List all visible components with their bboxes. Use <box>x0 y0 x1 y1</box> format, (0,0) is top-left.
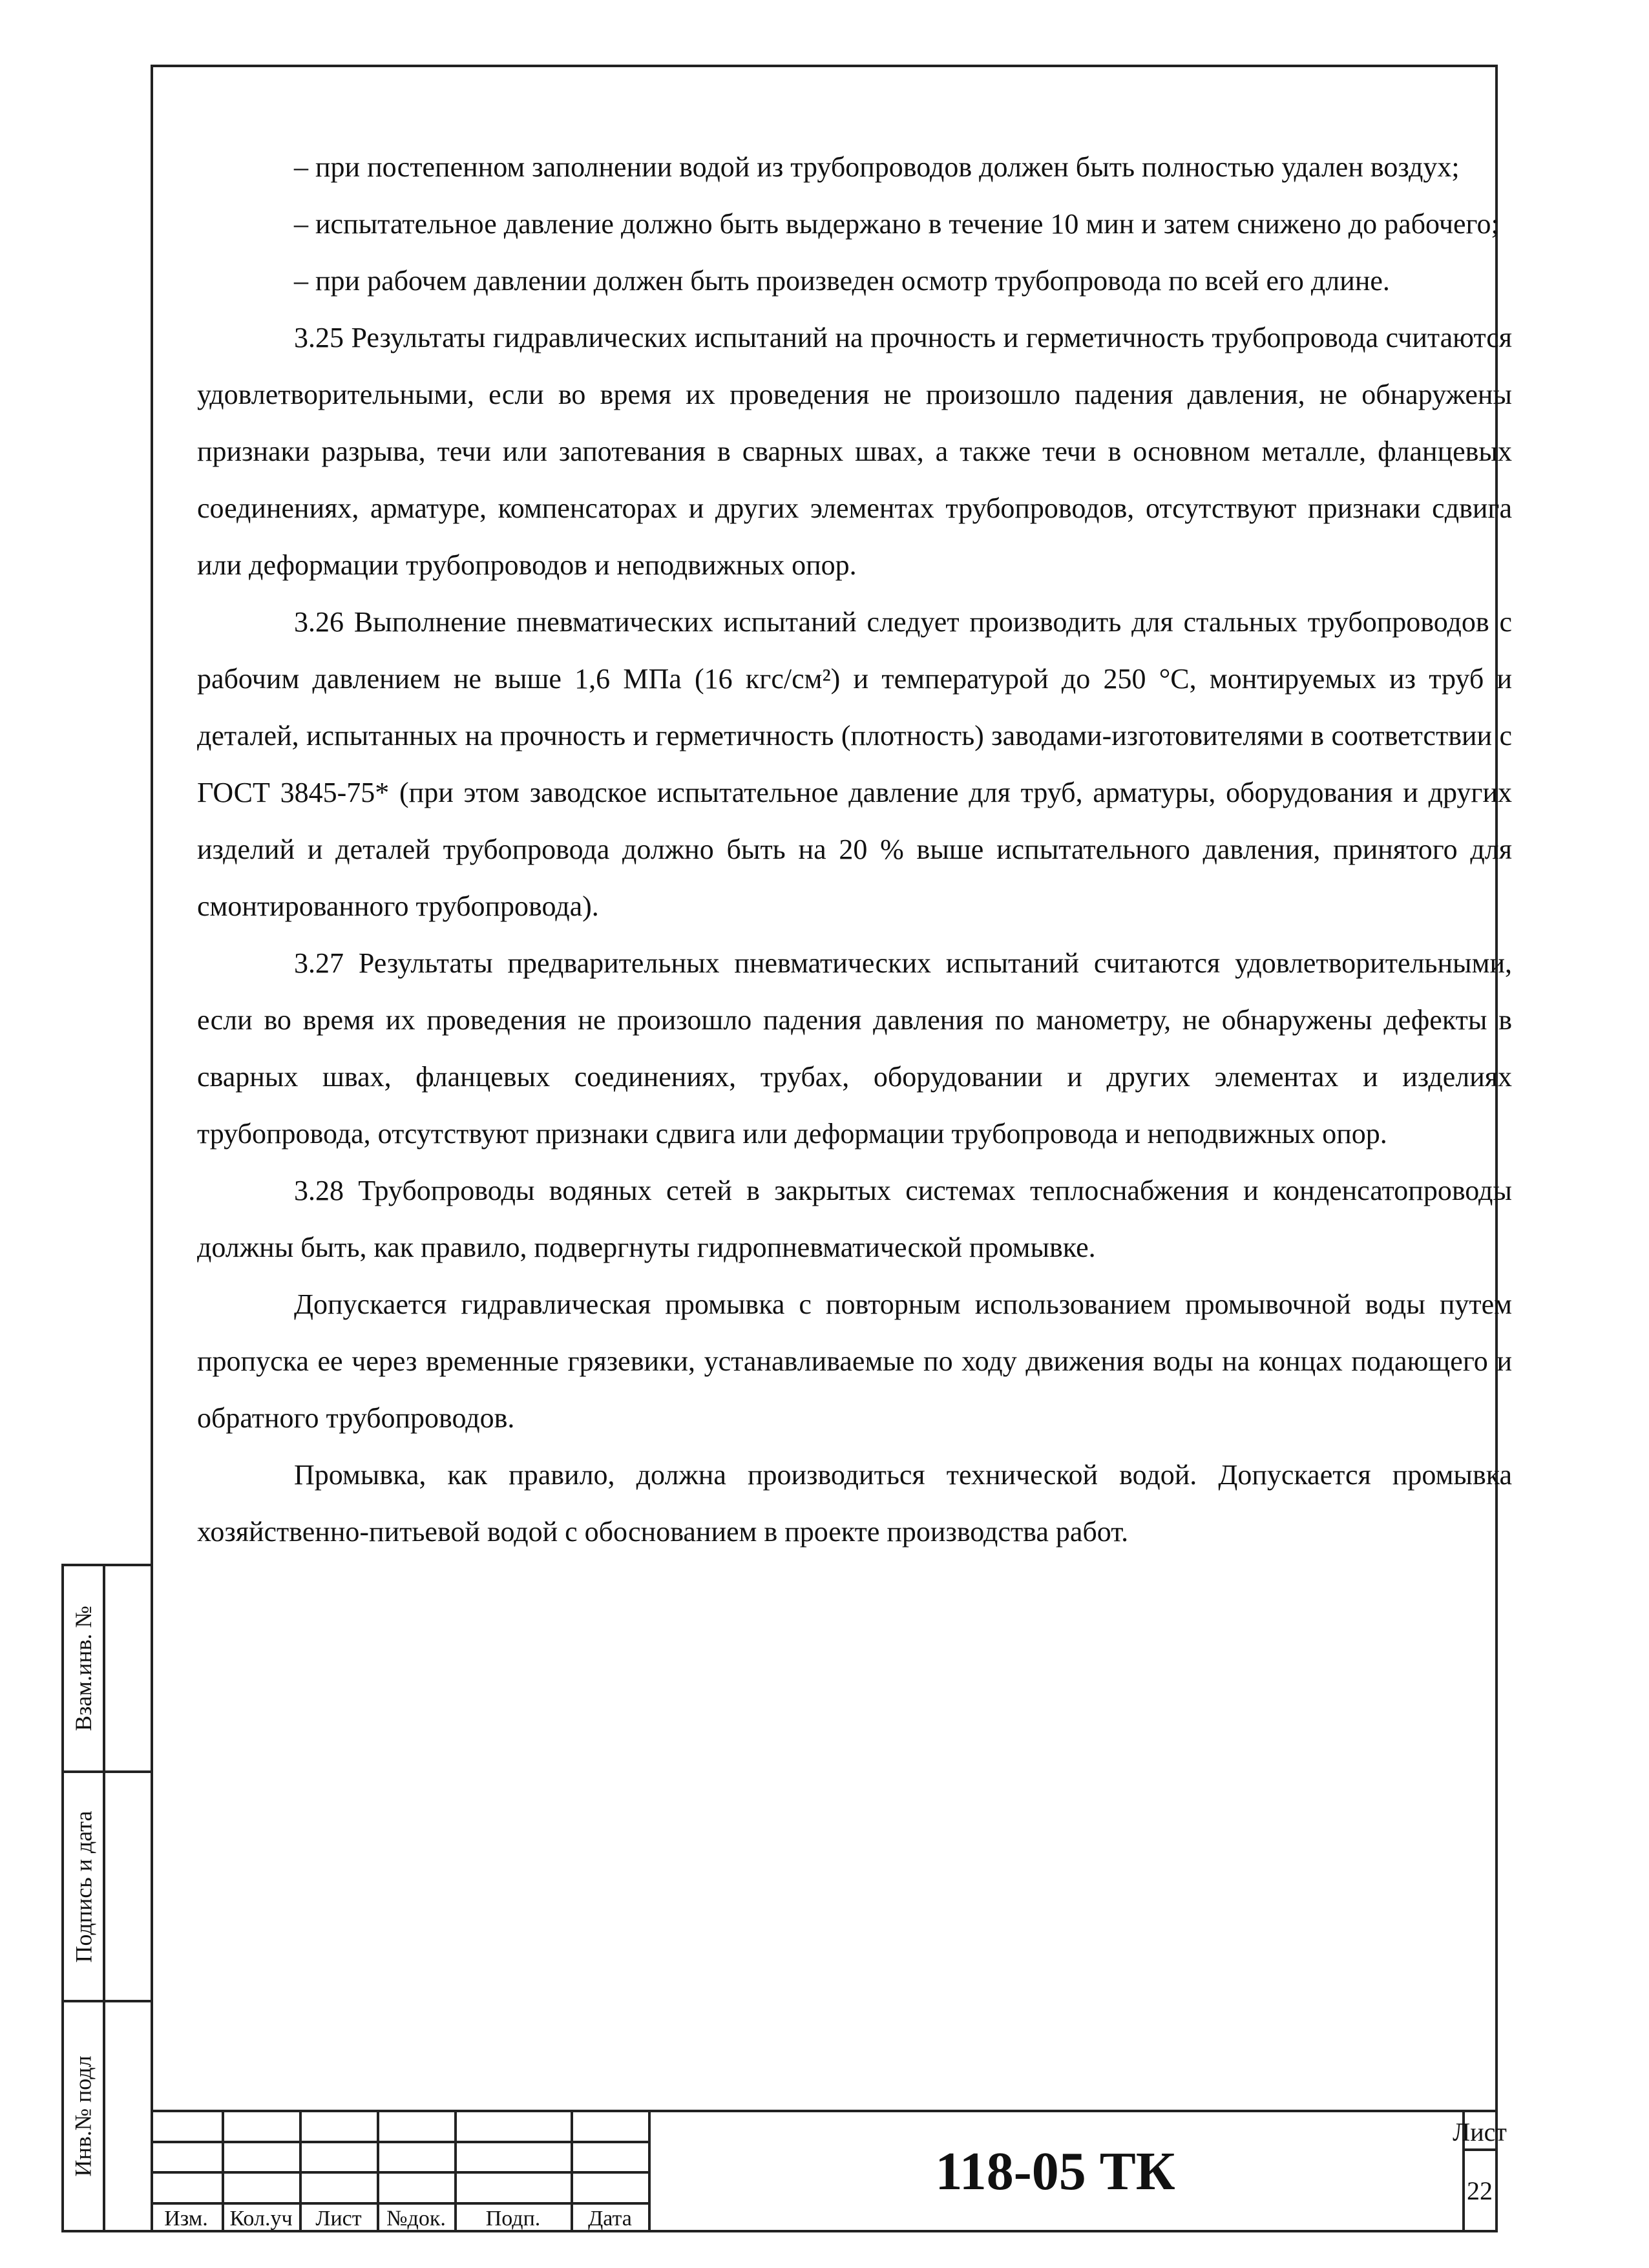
col-label-sheet: Лист <box>315 2207 362 2231</box>
paragraph: – при постепенном заполнении водой из трубопроводов должен быть полностью удален воздух; <box>294 151 1460 183</box>
col-label-signature: Подп. <box>485 2207 541 2231</box>
col-label-date: Дата <box>588 2207 632 2231</box>
side-label-inv-original: Инв.№ подл <box>70 2055 96 2177</box>
side-label-signature-date: Подпись и дата <box>70 1811 97 1962</box>
side-cell-inv <box>64 2002 153 2230</box>
side-cell-signature <box>64 1773 153 2002</box>
paragraph: 3.28 Трубопроводы водяных сетей в закрытых системах теплоснабжения и конденсатопроводы должны быть, как правило, подвергнуты гидропневматической промывке. <box>197 1175 1512 1263</box>
paragraph: Допускается гидравлическая промывка с повторным использованием промывочной воды путем пропуска ее через временные грязевики, устанавливаемые по ходу движения воды на концах подающего и обратного трубопроводов. <box>197 1288 1512 1434</box>
paragraph: – при рабочем давлении должен быть произведен осмотр трубопровода по всей его длине. <box>294 265 1390 297</box>
col-label-change: Изм. <box>164 2207 208 2231</box>
col-label-doc-no: №док. <box>386 2207 446 2231</box>
sheet-number: 22 <box>1467 2176 1493 2205</box>
paragraph: – испытательное давление должно быть выдержано в течение 10 мин и затем снижено до рабочего; <box>294 208 1499 240</box>
document-code: 118-05 ТК <box>935 2141 1175 2201</box>
paragraph: 3.25 Результаты гидравлических испытаний на прочность и герметичность трубопровода считаются удовлетворительными, если во время их проведения не произошло падения давления, не обнаружены признаки разрыва, течи или запотевания в сварных швах, а также течи в основном металле, фланцевых соединениях, арматуре, компенсаторах и других элементах трубопроводов, отсутствуют признаки сдвига или деформации трубопроводов и неподвижных опор. <box>197 322 1512 581</box>
side-label-replace-inv: Взам.инв. № <box>70 1606 96 1731</box>
title-block <box>151 2110 1507 2232</box>
document-body <box>197 139 1512 1560</box>
side-cell-replace <box>64 1566 153 1773</box>
side-stamp <box>61 1564 153 2232</box>
paragraph: 3.27 Результаты предварительных пневматических испытаний считаются удовлетворительными, если во время их проведения не произошло падения давления по манометру, не обнаружены дефекты в сварных швах, фланцевых соединениях, трубах, оборудовании и других элементах и изделиях трубопровода, отсутствуют признаки сдвига или деформации трубопровода и неподвижных опор. <box>197 947 1512 1150</box>
paragraph: 3.26 Выполнение пневматических испытаний следует производить для стальных трубопроводов с рабочим давлением не выше 1,6 МПа (16 кгс/см²) и температурой до 250 °С, монтируемых из труб и деталей, испытанных на прочность и герметичность (плотность) заводами-изготовителями в соответствии с ГОСТ 3845-75* (при этом заводское испытательное давление для труб, арматуры, оборудования и других изделий и деталей трубопровода должно быть на 20 % выше испытательного давления, принятого для смонтированного трубопровода). <box>197 606 1512 922</box>
paragraph: Промывка, как правило, должна производиться технической водой. Допускается промывка хозяйственно-питьевой водой с обоснованием в проекте производства работ. <box>197 1459 1512 1548</box>
sheet-label: Лист <box>1453 2117 1507 2147</box>
col-label-count: Кол.уч <box>229 2207 293 2231</box>
